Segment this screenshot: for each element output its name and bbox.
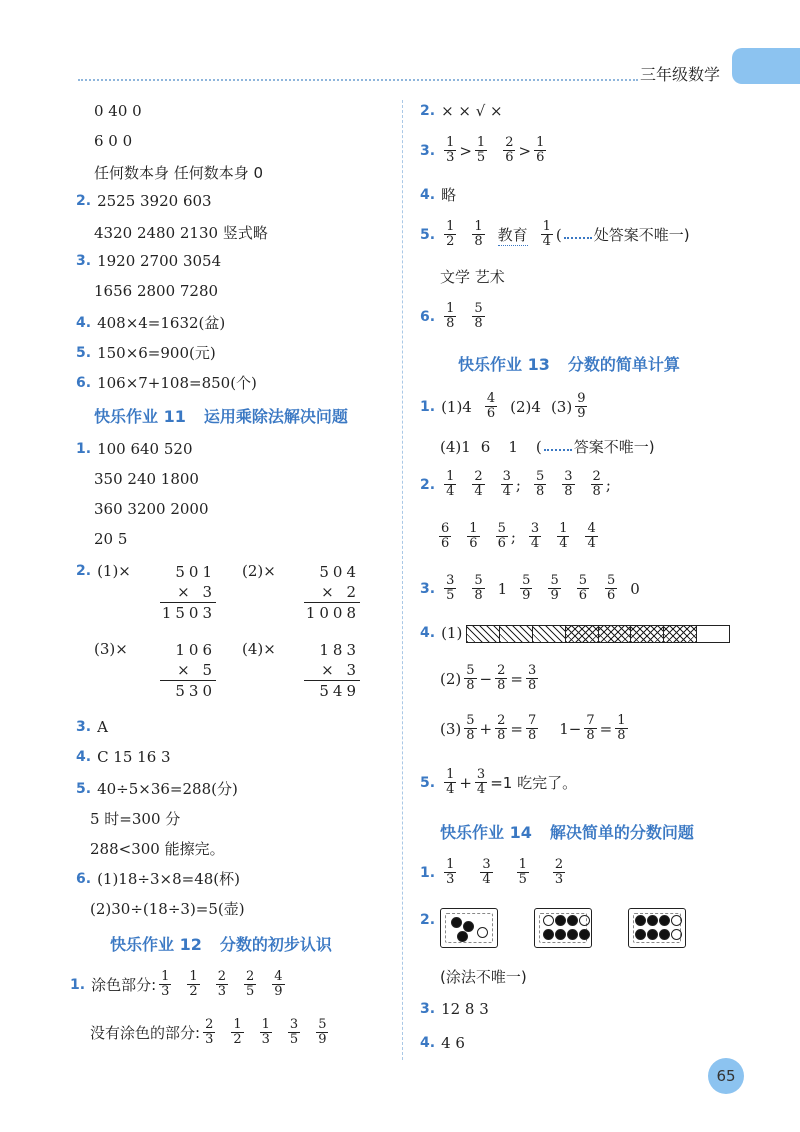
question-3: 3. A [76,718,108,736]
question-6: 6. (1)18÷3×8=48(杯) [76,870,240,888]
fraction: $\frac{2}{8}$ [497,713,506,743]
fraction: $\frac{2}{4}$ [474,469,483,499]
question-4: 4. 4 6 [420,1034,465,1052]
section-title-12: 快乐作业 12 分数的初步认识 [110,935,332,954]
dot-box-3 [628,908,686,948]
dot-box-1 [440,908,498,948]
fraction: $\frac{3}{5}$ [446,573,455,603]
vertical-calc: 504 × 2 1008 [305,563,360,622]
fraction: $\frac{1}{2}$ [446,219,455,249]
fraction: $\frac{1}{3}$ [446,857,455,887]
vertical-calc: 501 × 3 1503 [161,563,216,622]
fraction: $\frac{1}{4}$ [559,521,568,551]
question-3: 3. 1920 2700 3054 [76,252,222,270]
fraction: $\frac{2}{8}$ [497,663,506,693]
section-title-13: 快乐作业 13 分数的简单计算 [458,355,680,374]
question-6: 6. 106×7+108=850(个) [76,374,257,392]
fraction: $\frac{5}{6}$ [497,521,506,551]
question-1: 1. (1)4 $\frac{4}{6}$ (2)4 (3) $\frac{9}{9}$ [420,391,586,421]
question-5: 5. 150×6=900(元) [76,344,216,362]
answer-note: (涂法不唯一) [440,968,527,986]
fraction: $\frac{2}{6}$ [505,135,514,165]
answer-line: (2) $\frac{5}{8}$ − $\frac{2}{8}$ = $\frac{3}{8}$ [440,663,537,693]
question-1: 1. 涂色部分: $\frac{1}{3}$ $\frac{1}{2}$ $\frac{2}{3}$ $\frac{2}{5}$ $\frac{4}{9}$ [70,969,283,999]
answer-line: 5 时=300 分 [90,810,181,828]
wavy-line [544,443,572,451]
fraction: $\frac{7}{8}$ [586,713,595,743]
question-2: 2. [420,912,436,928]
column-divider [402,100,403,1060]
answer-line: 没有涂色的部分: $\frac{2}{3}$ $\frac{1}{2}$ $\frac{1}{3}$ $\frac{3}{5}$ $\frac{5}{9}$ [90,1017,327,1047]
answer-line: 288<300 能擦完。 [90,840,225,858]
fraction: $\frac{5}{8}$ [535,469,545,499]
header-title: 三年级数学 [640,65,721,84]
part-label: (4)× [242,640,276,658]
fraction: $\frac{2}{5}$ [245,969,255,999]
fraction: $\frac{1}{4}$ [446,469,455,499]
question-2: 2. × × √ × [420,102,503,120]
fraction: $\frac{5}{8}$ [466,713,475,743]
question-2: 2. 2525 3920 603 [76,192,212,210]
answer-line: 任何数本身 任何数本身 0 [94,164,264,182]
fraction: $\frac{4}{6}$ [486,391,496,421]
answer-line: 0 40 0 [94,102,142,120]
fraction: $\frac{1}{6}$ [536,135,545,165]
question-4: 4. C 15 16 3 [76,748,171,766]
fraction: $\frac{7}{8}$ [527,713,537,743]
answer-line: (4)1 6 1 ( 答案不唯一) [440,437,655,456]
fraction: $\frac{1}{4}$ [542,219,551,249]
question-4: 4. 略 [420,186,457,204]
fraction: $\frac{6}{6}$ [441,521,450,551]
fraction: $\frac{5}{9}$ [318,1017,327,1047]
wavy-line [564,231,592,239]
fraction: $\frac{4}{4}$ [587,521,596,551]
fraction: $\frac{2}{3}$ [217,969,226,999]
answer-line: 6 0 0 [94,132,133,150]
question-2: 2. (1)× [76,562,131,580]
fraction: $\frac{2}{3}$ [554,857,564,887]
fraction: $\frac{1}{2}$ [233,1017,242,1047]
answer-line: 360 3200 2000 [94,500,209,518]
answer-line: 文学 艺术 [440,268,505,286]
fraction: $\frac{4}{9}$ [274,969,283,999]
fraction: $\frac{5}{8}$ [474,573,483,603]
fraction: $\frac{1}{8}$ [474,219,483,249]
question-1: 1. $\frac{1}{3}$ $\frac{3}{4}$ $\frac{1}{5}$ $\frac{2}{3}$ [420,857,564,887]
answer-line: 4320 2480 2130 竖式略 [94,224,268,242]
fraction: $\frac{5}{6}$ [578,573,588,603]
section-title-11: 快乐作业 11 运用乘除法解决问题 [94,407,348,426]
section-title-14: 快乐作业 14 解决简单的分数问题 [440,823,694,842]
fraction: $\frac{1}{5}$ [518,857,527,887]
fraction: $\frac{3}{4}$ [530,521,540,551]
fraction: $\frac{1}{6}$ [469,521,478,551]
answer-line: 350 240 1800 [94,470,199,488]
dot-box-2 [534,908,592,948]
question-5: 5. $\frac{1}{2}$ $\frac{1}{8}$ 教育 $\frac{1}{4}$ ( 处答案不唯一) [420,219,690,249]
fraction: $\frac{9}{9}$ [577,391,586,421]
question-5: 5. $\frac{1}{4}$ + $\frac{3}{4}$ =1 吃完了。 [420,767,578,797]
header-tab-decoration [732,48,800,84]
question-4: 4. 408×4=1632(盆) [76,314,226,332]
fraction: $\frac{5}{9}$ [522,573,531,603]
page-number: 65 [708,1058,744,1094]
fraction: $\frac{1}{3}$ [261,1017,270,1047]
answer-line: $\frac{6}{6}$ $\frac{1}{6}$ $\frac{5}{6}$ ; $\frac{3}{4}$ $\frac{1}{4}$ $\frac{4}{4}$ [441,521,596,551]
fraction-strip [466,625,730,643]
part-label: (3)× [94,640,128,658]
fraction: $\frac{3}{4}$ [482,857,491,887]
fraction: $\frac{5}{6}$ [607,573,616,603]
question-3: 3. 12 8 3 [420,1000,489,1018]
fraction: $\frac{5}{8}$ [466,663,475,693]
fraction: $\frac{3}{8}$ [527,663,537,693]
fraction: $\frac{2}{3}$ [205,1017,214,1047]
fraction: $\frac{1}{3}$ [161,969,170,999]
fraction: $\frac{3}{8}$ [564,469,573,499]
fraction: $\frac{1}{5}$ [476,135,486,165]
question-3: 3. $\frac{1}{3}$ > $\frac{1}{5}$ $\frac{2}{6}$ > $\frac{1}{6}$ [420,135,545,165]
answer-line: 1656 2800 7280 [94,282,219,300]
answer-line: 20 5 [94,530,128,548]
fraction: $\frac{1}{3}$ [446,135,455,165]
question-1: 1. 100 640 520 [76,440,193,458]
question-3: 3. $\frac{3}{5}$ $\frac{5}{8}$ 1 $\frac{5}{9}$ $\frac{5}{9}$ $\frac{5}{6}$ $\frac{5}{6}$ 0 [420,573,640,603]
fraction: $\frac{5}{9}$ [550,573,559,603]
vertical-calc: 106 × 5 530 [160,640,216,700]
fraction: $\frac{1}{4}$ [446,767,455,797]
question-6: 6. $\frac{1}{8}$ $\frac{5}{8}$ [420,301,483,331]
answer-line: (2)30÷(18÷3)=5(壶) [90,900,245,918]
fraction: $\frac{2}{8}$ [592,469,601,499]
fraction: $\frac{3}{4}$ [502,469,511,499]
fraction: $\frac{1}{8}$ [617,713,626,743]
fraction: $\frac{1}{8}$ [446,301,455,331]
fraction: $\frac{3}{5}$ [289,1017,299,1047]
header-dotted-line [78,79,638,81]
question-2: 2. $\frac{1}{4}$ $\frac{2}{4}$ $\frac{3}{4}$ ; $\frac{5}{8}$ $\frac{3}{8}$ $\frac{2}{8}$ ; [420,469,611,499]
part-label: (2)× [242,562,276,580]
fraction: $\frac{5}{8}$ [474,301,483,331]
fraction: $\frac{3}{4}$ [476,767,486,797]
question-4: 4. (1) [420,624,463,642]
fraction: $\frac{1}{2}$ [189,969,198,999]
question-5: 5. 40÷5×36=288(分) [76,780,238,798]
answer-line: (3) $\frac{5}{8}$ + $\frac{2}{8}$ = $\frac{7}{8}$ 1− $\frac{7}{8}$ = $\frac{1}{8}$ [440,713,626,743]
vertical-calc: 183 × 3 549 [304,640,360,700]
